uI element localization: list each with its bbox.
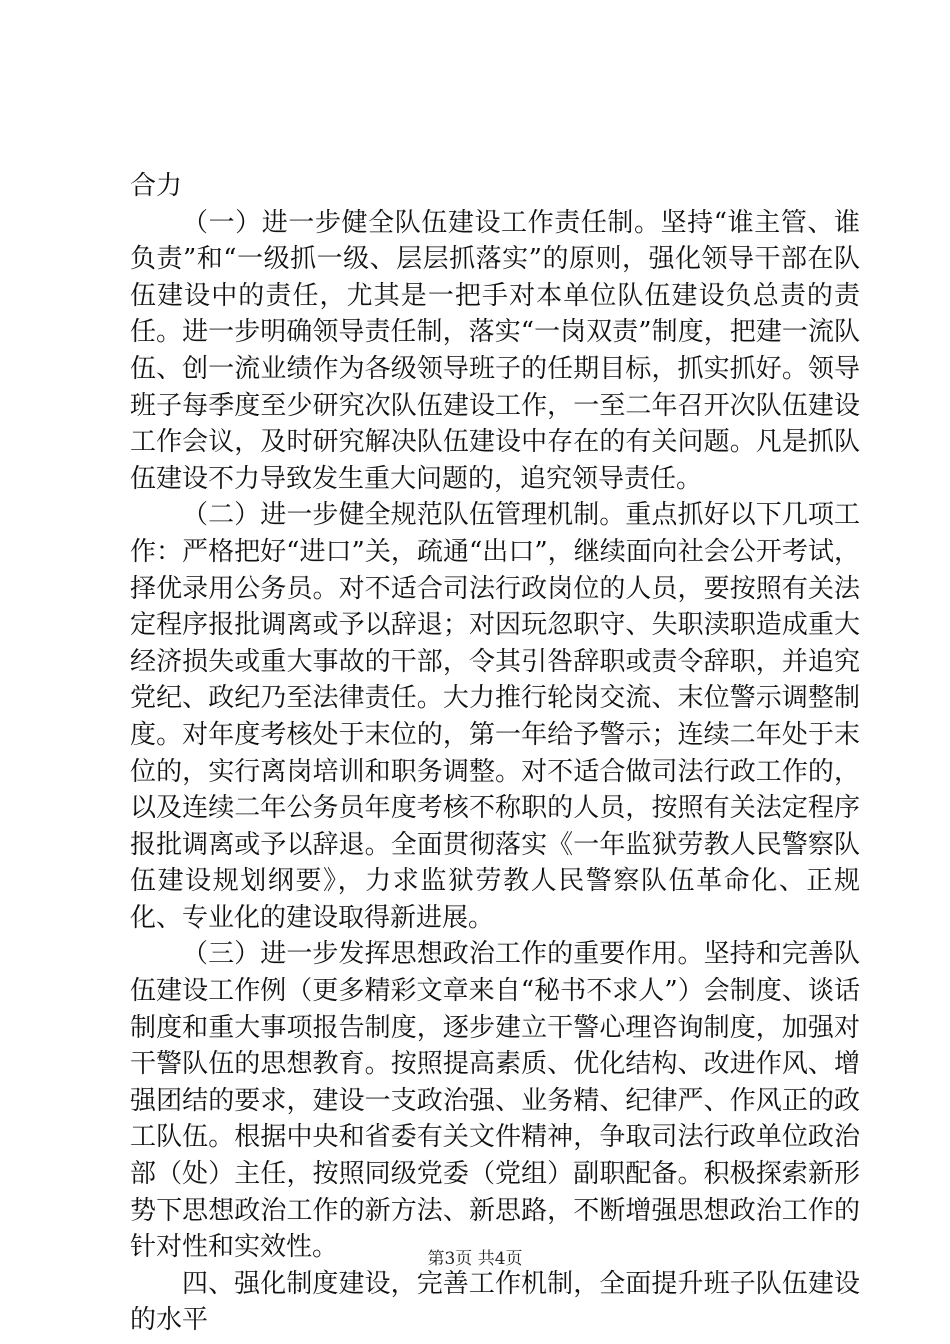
page-footer: 第3页 共4页: [427, 1249, 523, 1269]
section-heading-4: 四、强化制度建设，完善工作机制，全面提升班子队伍建设的水平: [130, 1268, 860, 1336]
paragraph-section-2: （二）进一步健全规范队伍管理机制。重点抓好以下几项工作：严格把好“进口”关，疏通“出口”，继续面向社会公开考试，择优录用公务员。对不适合司法行政岗位的人员，要按照有关法定程序报批调离或予以辞退；对因玩忽职守、失职渎职造成重大经济损失或重大事故的干部，令其引咎辞职或责令辞职，并追究党纪、政纪乃至法律责任。大力推行轮岗交流、末位警示调整制度。对年度考核处于末位的，第一年给予警示；连续二年处于末位的，实行离岗培训和职务调整。对不适合做司法行政工作的，以及连续二年公务员年度考核不称职的人员，按照有关法定程序报批调离或予以辞退。全面贯彻落实《一年监狱劳教人民警察队伍建设规划纲要》，力求监狱劳教人民警察队伍革命化、正规化、专业化的建设取得新进展。: [130, 500, 860, 933]
document-body: [130, 168, 860, 1339]
paragraph-section-3: （三）进一步发挥思想政治工作的重要作用。坚持和完善队伍建设工作例（更多精彩文章来自“秘书不求人”）会制度、谈话制度和重大事项报告制度，逐步建立干警心理咨询制度，加强对干警队伍的思想教育。按照提高素质、优化结构、改进作风、增强团结的要求，建设一支政治强、业务精、纪律严、作风正的政工队伍。根据中央和省委有关文件精神，争取司法行政单位政治部（处）主任，按照同级党委（党组）副职配备。积极探索新形势下思想政治工作的新方法、新思路，不断增强思想政治工作的针对性和实效性。: [130, 939, 860, 1263]
paragraph-continuation: 合力: [130, 171, 183, 201]
paragraph-section-1: （一）进一步健全队伍建设工作责任制。坚持“谁主管、谁负责”和“一级抓一级、层层抓落实”的原则，强化领导干部在队伍建设中的责任，尤其是一把手对本单位队伍建设负总责的责任。进一步明确领导责任制，落实“一岗双责”制度，把建一流队伍、创一流业绩作为各级领导班子的任期目标，抓实抓好。领导班子每季度至少研究次队伍建设工作，一至二年召开次队伍建设工作会议，及时研究解决队伍建设中存在的有关问题。凡是抓队伍建设不力导致发生重大问题的，追究领导责任。: [130, 207, 860, 494]
